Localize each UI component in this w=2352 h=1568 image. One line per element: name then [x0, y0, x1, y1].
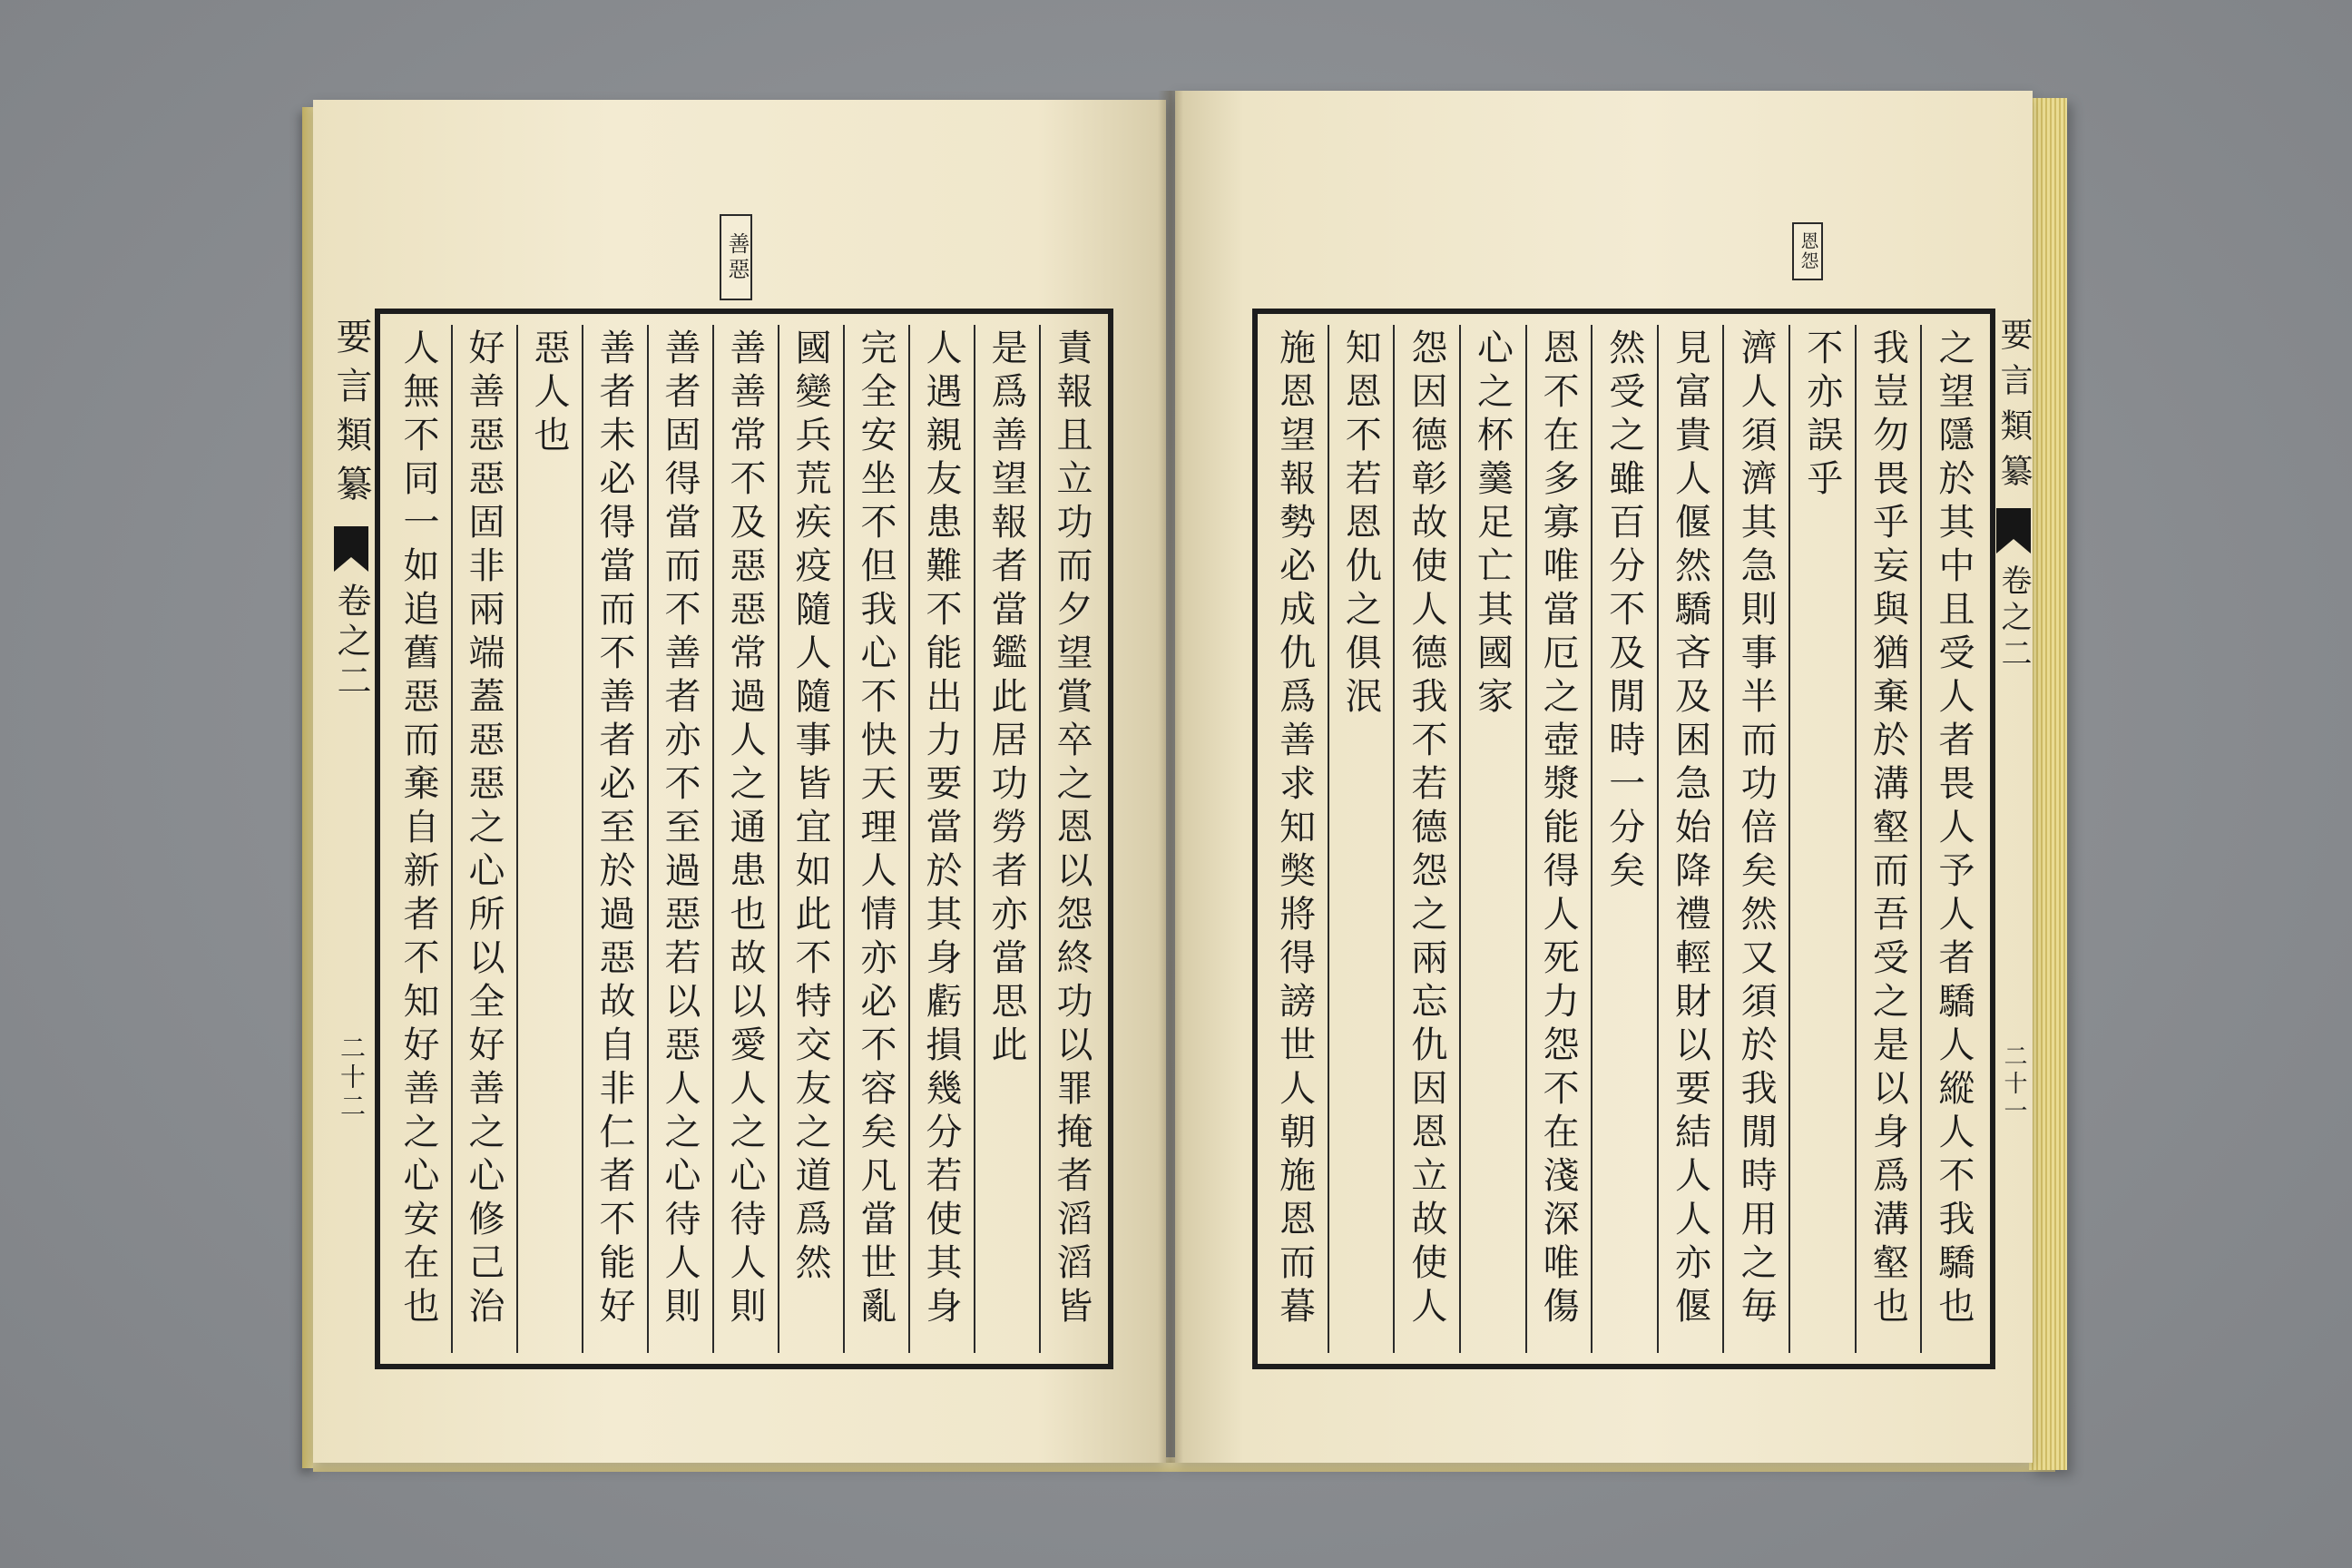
text-column: 善者未必得當而不善者必至於過惡故自非仁者不能好: [582, 325, 647, 1353]
folio-number: 二十二: [337, 1034, 367, 1122]
text-column: 國變兵荒疾疫隨人隨事皆宜如此不特交友之道爲然: [778, 325, 843, 1353]
book-title: 要言類纂: [1995, 318, 2033, 499]
text-column: 施恩望報勢必成仇爲善求知獘將得謗世人朝施恩而暮: [1273, 328, 1316, 1330]
volume-label: 卷之二: [331, 583, 371, 702]
volume-label: 卷之二: [1995, 564, 2032, 673]
text-column: 完全安坐不但我心不快天理人情亦必不容矣凡當世亂: [843, 325, 908, 1353]
text-column: 心之杯羹足亡其國家: [1459, 325, 1525, 1353]
text-column: 然受之雖百分不及閒時一分矣: [1591, 325, 1657, 1353]
text-column: 惡人也: [516, 325, 582, 1353]
text-column: 人遇親友患難不能出力要當於其身虧損幾分若使其身: [908, 325, 974, 1353]
text-column: 恩不在多寡唯當厄之壺漿能得人死力怨不在淺深唯傷: [1525, 325, 1592, 1353]
text-frame: [375, 309, 1113, 1369]
text-column: 好善惡惡固非兩端蓋惡惡之心所以全好善之心修己治: [451, 325, 516, 1353]
text-column: 不亦誤乎: [1788, 325, 1855, 1353]
text-column: 善者固得當而不善者亦不至過惡若以惡人之心待人則: [647, 325, 712, 1353]
text-column: 人無不同一如追舊惡而棄自新者不知好善之心安在也: [397, 328, 439, 1330]
text-columns: [380, 314, 1108, 1364]
text-column: 見富貴人偃然驕吝及困急始降禮輕財以要結人人亦偃: [1657, 325, 1723, 1353]
text-column: 知恩不若恩仇之俱泯: [1328, 325, 1394, 1353]
text-column: 濟人須濟其急則事半而功倍矣然又須於我閒時用之毎: [1722, 325, 1788, 1353]
text-column: 責報且立功而夕望賞卒之恩以怨終功以罪掩者滔滔皆: [1039, 325, 1104, 1353]
folio-number: 二十一: [2000, 1044, 2027, 1125]
page-stack-right-edge: [2029, 98, 2067, 1470]
text-column: 是爲善望報者當鑑此居功勞者亦當思此: [974, 325, 1039, 1353]
text-column: 之望隱於其中且受人者畏人予人者驕人縱人不我驕也: [1920, 325, 1986, 1353]
text-column: 我豈勿畏乎妄與猶棄於溝壑而吾受之是以身爲溝壑也: [1855, 325, 1921, 1353]
right-page: [1175, 91, 2033, 1463]
text-column: 善善常不及惡惡常過人之通患也故以愛人之心待人則: [712, 325, 778, 1353]
heading-tab: 恩怨: [1792, 222, 1823, 280]
book-title: 要言類纂: [330, 318, 372, 514]
text-column: 怨因德彰故使人德我不若德怨之兩忘仇因恩立故使人: [1393, 325, 1459, 1353]
fishtail-mark-icon: [1996, 508, 2031, 554]
text-columns: [1258, 314, 1990, 1364]
heading-tab: 善惡: [720, 214, 752, 300]
left-page: [313, 100, 1166, 1463]
margin-column: [328, 318, 374, 1370]
spine-shadow: [1158, 91, 1183, 1463]
margin-column: [1994, 318, 2033, 1370]
text-frame: [1252, 309, 1995, 1369]
fishtail-mark-icon: [334, 526, 368, 572]
